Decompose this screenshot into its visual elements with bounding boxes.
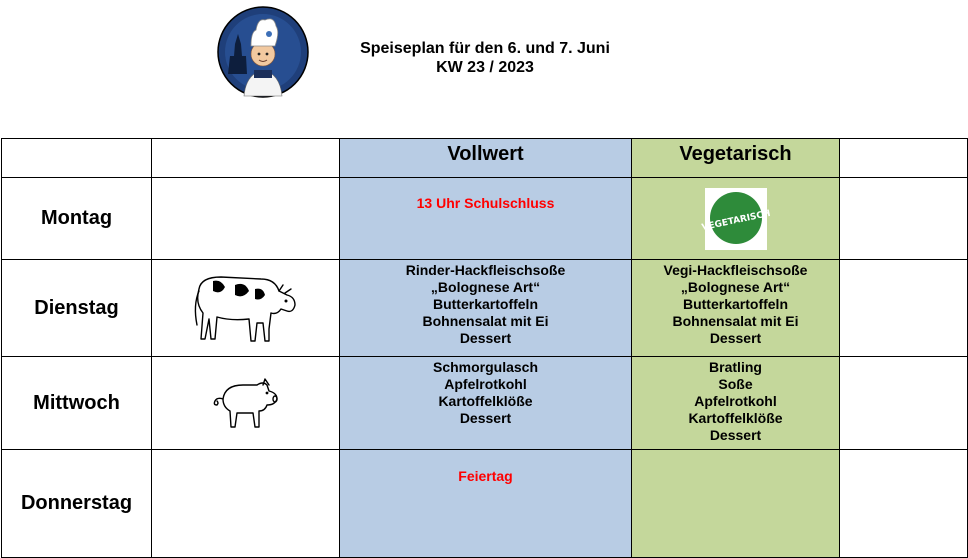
vollwert-cell	[340, 260, 632, 357]
cow-icon	[191, 269, 301, 347]
title-line-2: KW 23 / 2023	[436, 59, 534, 76]
pig-icon	[211, 375, 281, 431]
dish-line: Soße	[718, 376, 753, 392]
animal-cell	[152, 357, 340, 450]
table-row	[2, 357, 968, 450]
dish-line: Schmorgulasch	[432, 359, 539, 375]
header-cell-empty	[152, 139, 340, 178]
vegetarisch-cell	[632, 260, 840, 357]
day-label: Mittwoch	[2, 357, 152, 450]
header-cell-empty	[2, 139, 152, 178]
dish-line: Dessert	[709, 427, 762, 443]
menu-table	[1, 138, 968, 558]
table-header-row	[2, 139, 968, 178]
dish-line: „Bolognese Art“	[680, 279, 791, 295]
dish-line: „Bolognese Art“	[430, 279, 541, 295]
animal-cell	[152, 178, 340, 260]
title-line-1: Speiseplan für den 6. und 7. Juni	[360, 40, 610, 57]
dish-line: Rinder-Hackfleischsoße	[405, 262, 566, 278]
header-vegetarisch: Vegetarisch	[632, 139, 840, 178]
header-cell-empty	[840, 139, 968, 178]
badge-text: VEGETARISCH	[700, 208, 771, 233]
day-label: Donnerstag	[2, 450, 152, 558]
vegetarisch-cell	[632, 357, 840, 450]
dish-line: Kartoffelklöße	[438, 393, 533, 409]
dish-line: Vegi-Hackfleischsoße	[663, 262, 808, 278]
page-title	[330, 39, 640, 77]
day-label: Montag	[2, 178, 152, 260]
dish-line: Dessert	[709, 330, 762, 346]
dish-line: Apfelrotkohl	[444, 376, 527, 392]
table-row	[2, 260, 968, 357]
dish-line: Dessert	[459, 330, 512, 346]
note-text: Feiertag	[458, 468, 513, 484]
vegetarisch-cell	[632, 450, 840, 558]
vollwert-cell	[340, 178, 632, 260]
table-row	[2, 450, 968, 558]
empty-cell	[840, 178, 968, 260]
dish-line: Dessert	[459, 410, 512, 426]
dish-line: Apfelrotkohl	[694, 393, 777, 409]
note-text: 13 Uhr Schulschluss	[416, 195, 555, 211]
empty-cell	[840, 450, 968, 558]
table-row	[2, 178, 968, 260]
dish-line: Bratling	[709, 359, 762, 375]
vollwert-cell	[340, 357, 632, 450]
vegetarisch-badge-icon	[700, 188, 771, 250]
empty-cell	[840, 357, 968, 450]
dish-line: Bohnensalat mit Ei	[422, 313, 549, 329]
dish-line: Kartoffelklöße	[688, 410, 783, 426]
animal-cell	[152, 260, 340, 357]
animal-cell	[152, 450, 340, 558]
dish-line: Bohnensalat mit Ei	[672, 313, 799, 329]
vollwert-cell	[340, 450, 632, 558]
dish-line: Butterkartoffeln	[432, 296, 538, 312]
header-vollwert: Vollwert	[340, 139, 632, 178]
dish-line: Butterkartoffeln	[682, 296, 788, 312]
empty-cell	[840, 260, 968, 357]
chef-logo-icon	[216, 4, 310, 100]
vegetarisch-cell	[632, 178, 840, 260]
day-label: Dienstag	[2, 260, 152, 357]
